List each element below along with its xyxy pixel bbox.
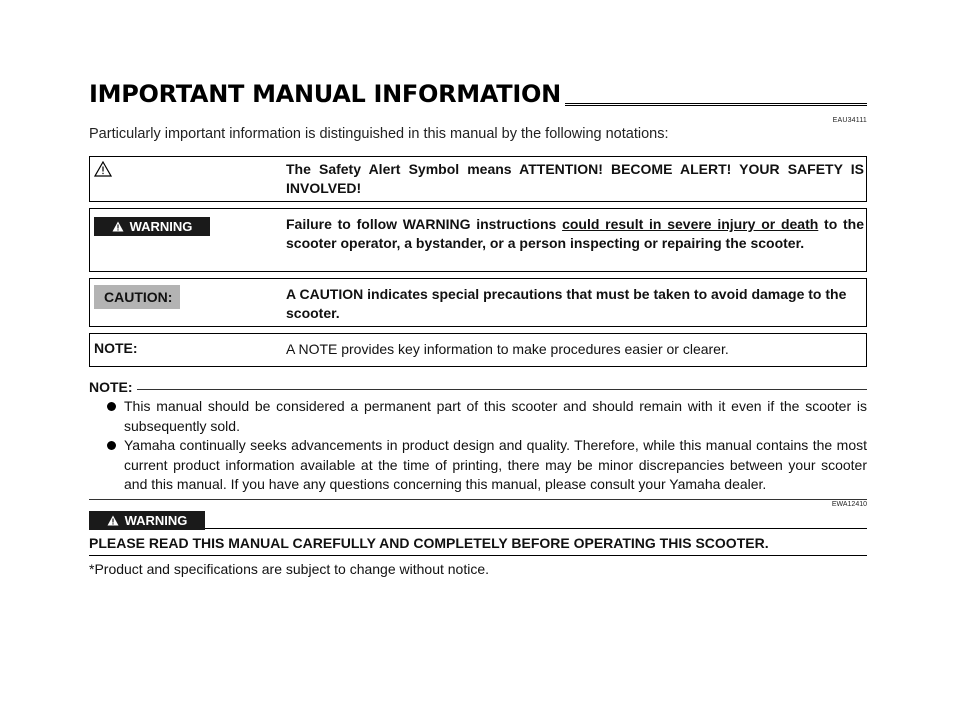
caution-badge: CAUTION: bbox=[94, 285, 180, 309]
bullet-text: Yamaha continually seeks advancements in product design and quality. Therefore, while this manual contains the most current product information available at the time of printing, there may be minor discrepancies between your scooter and this manual. If you have any questions concerning this manual, please consult your Yamaha dealer. bbox=[124, 437, 867, 492]
bullet-icon bbox=[107, 441, 116, 450]
doc-code: EAU34111 bbox=[832, 117, 867, 124]
warning-code: EWA12410 bbox=[831, 500, 867, 508]
warning-triangle-icon bbox=[94, 161, 112, 177]
safety-alert-text: The Safety Alert Symbol means ATTENTION! BECOME ALERT! YOUR SAFETY IS INVOLVED! bbox=[286, 161, 864, 196]
warning-triangle-icon bbox=[112, 221, 124, 232]
warning-triangle-icon bbox=[107, 515, 119, 526]
manual-page bbox=[89, 80, 867, 577]
title-row bbox=[89, 80, 867, 108]
warning-badge bbox=[89, 511, 205, 530]
warning-heading-rule bbox=[205, 528, 867, 529]
note-box bbox=[89, 333, 867, 367]
note-heading-label: NOTE: bbox=[89, 379, 133, 395]
bullet-icon bbox=[107, 402, 116, 411]
warning-badge bbox=[94, 217, 210, 236]
bullet-text: This manual should be considered a permanent part of this scooter and should remain with it even if the scooter is subsequently sold. bbox=[124, 398, 867, 434]
warning-box bbox=[89, 208, 867, 272]
footnote: *Product and specifications are subject to change without notice. bbox=[89, 560, 490, 577]
note-heading-rule bbox=[137, 389, 867, 390]
caution-text: A CAUTION indicates special precautions that must be taken to avoid damage to the scooter. bbox=[286, 286, 847, 321]
warning-heading bbox=[89, 511, 867, 530]
warning-badge-label: WARNING bbox=[129, 219, 193, 234]
safety-alert-box bbox=[89, 156, 867, 202]
note-text: A NOTE provides key information to make procedures easier or clearer. bbox=[286, 341, 729, 357]
note-label: NOTE: bbox=[94, 340, 138, 356]
page-title: IMPORTANT MANUAL INFORMATION bbox=[89, 80, 561, 108]
warning-statement: PLEASE READ THIS MANUAL CAREFULLY AND COMPLETELY BEFORE OPERATING THIS SCOOTER. bbox=[89, 534, 769, 551]
warning-text-pre: Failure to follow WARNING instructions bbox=[286, 216, 563, 232]
title-rule bbox=[565, 103, 867, 106]
note-end-rule bbox=[89, 499, 867, 500]
caution-box bbox=[89, 278, 867, 327]
warning-badge-label: WARNING bbox=[124, 512, 188, 528]
intro-text: Particularly important information is distinguished in this manual by the following notations: bbox=[89, 126, 669, 142]
list-item bbox=[107, 436, 867, 495]
warning-text-underlined: could result in severe injury or death bbox=[562, 216, 819, 232]
note-bullet-list bbox=[107, 397, 867, 495]
note-section-heading bbox=[89, 379, 867, 395]
list-item bbox=[107, 397, 867, 436]
warning-text-post: to the scooter operator, a bystander, or a person inspecting or repairing the scooter. bbox=[286, 216, 865, 251]
warning-text bbox=[276, 209, 866, 271]
warning-end-rule bbox=[89, 555, 867, 556]
